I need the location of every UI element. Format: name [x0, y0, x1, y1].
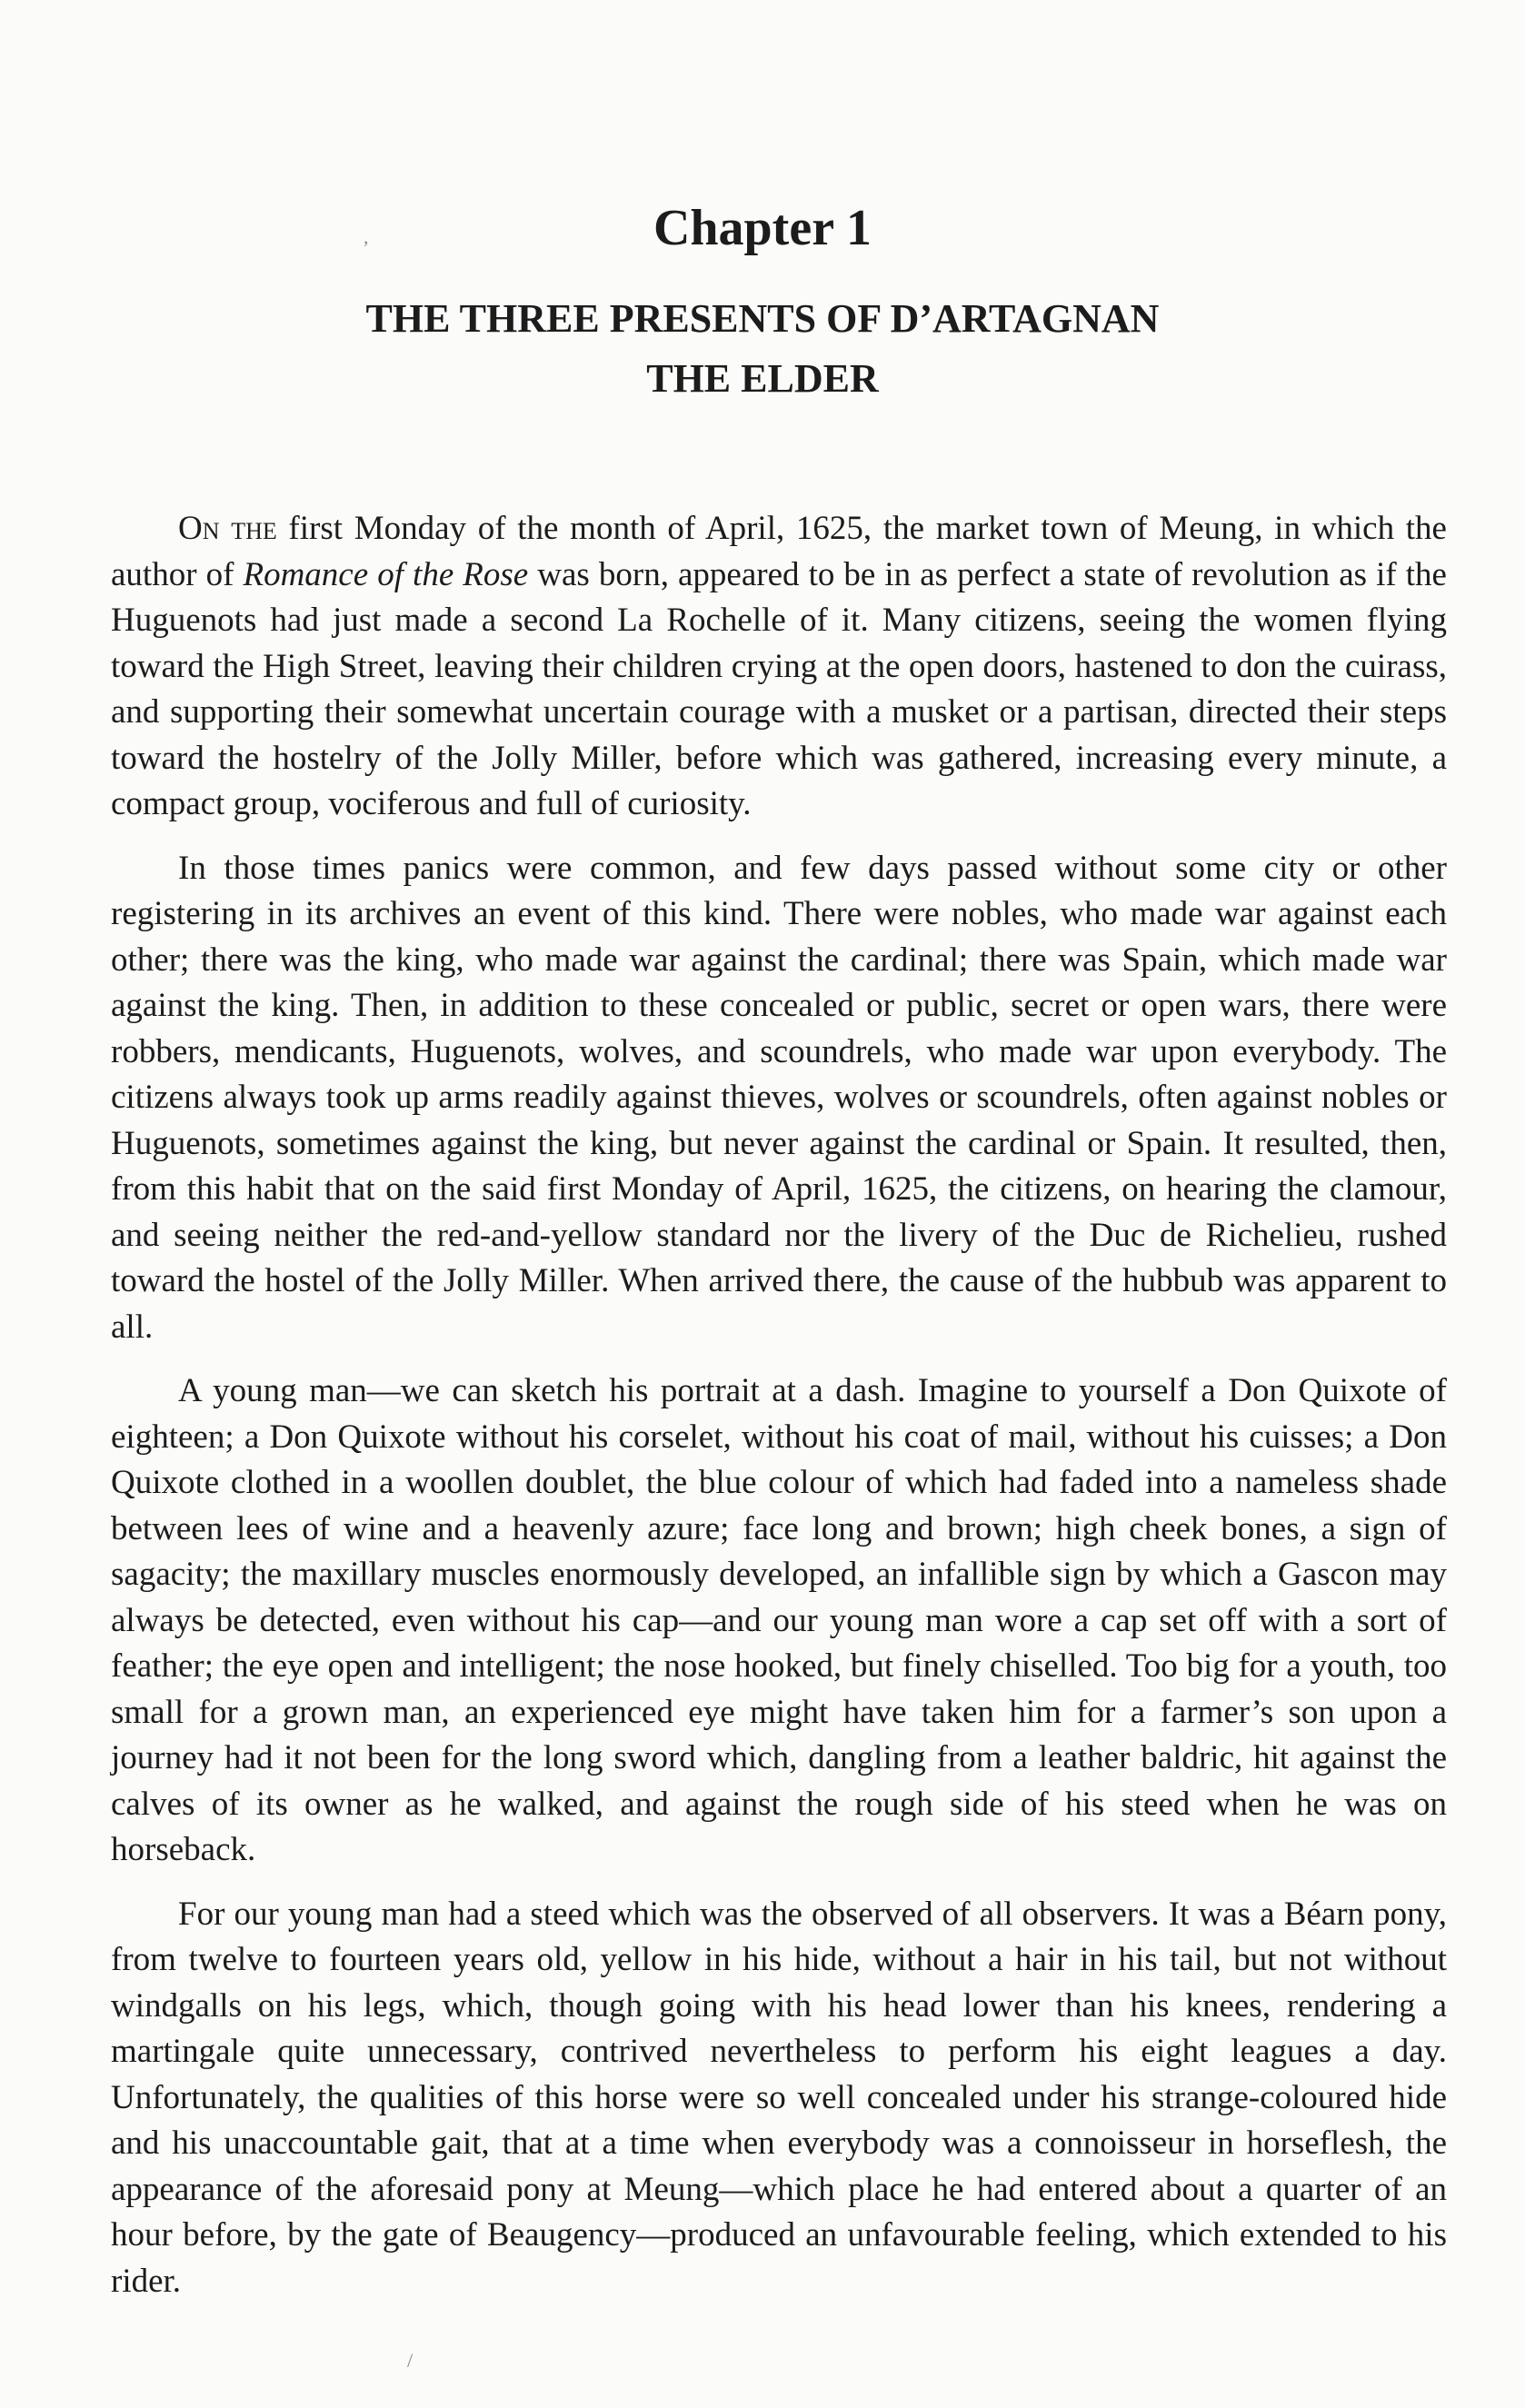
paragraph-lead: On the: [178, 510, 277, 547]
scan-speck: /: [407, 2349, 414, 2372]
paragraph-text: first Monday of the month of April, 1625, the market town of Meung, in which the author of: [111, 510, 1447, 593]
paragraph-2: In those times panics were common, and few days passed without some city or other registering in its archives an event of this kind. There were nobles, who made war against each other; there was the king, who made war against the cardinal; there was Spain, which made war against the king. Then, in addition to these concealed or public, secret or open wars, there were robbers, mendicants, Huguenots, wolves, and scoundrels, who made war upon everybody. The citizens always took up arms readily against thieves, wolves or scoundrels, often against nobles or Huguenots, sometimes against the king, but never against the cardinal or Spain. It resulted, then, from this habit that on the said first Monday of April, 1625, the citizens, on hearing the clamour, and seeing neither the red-and-yellow standard nor the livery of the Duc de Richelieu, rushed toward the hostel of the Jolly Miller. When arrived there, the cause of the hubbub was apparent to all.: [111, 849, 1447, 1346]
scan-speck: ,: [364, 225, 369, 248]
paragraph-3: A young man—we can sketch his portrait at a dash. Imagine to yourself a Don Quixote of eighteen; a Don Quixote without his corselet, without his coat of mail, without his cuisses; a Don Quixote clothed in a woollen doublet, the blue colour of which had faded into a nameless shade between lees of wine and a heavenly azure; face long and brown; high cheek bones, a sign of sagacity; the maxillary muscles enormously developed, an infallible sign by which a Gascon may always be detected, even without his cap—and our young man wore a cap set off with a sort of feather; the eye open and intelligent; the nose hooked, but finely chiselled. Too big for a youth, too small for a grown man, an experienced eye might have taken him for a farmer’s son upon a journey had it not been for the long sword which, dangling from a leather baldric, hit against the calves of its owner as he walked, and against the rough side of his steed when he was on horseback.: [111, 1372, 1447, 1868]
book-title-italic: Romance of the Rose: [243, 555, 529, 593]
paragraph-4: For our young man had a steed which was the observed of all observers. It was a Béarn pony, from twelve to fourteen years old, yellow in his hide, without a hair in his tail, but not without windgalls on his legs, which, though going with his head lower than his knees, rendering a martingale quite unnecessary, contrived nevertheless to perform his eight leagues a day. Unfortunately, the qualities of this horse were so well concealed under his strange-coloured hide and his unaccountable gait, that at a time when everybody was a connoisseur in horseflesh, the appearance of the aforesaid pony at Meung—which place he had entered about a quarter of an hour before, by the gate of Beaugency—produced an unfavourable feeling, which extended to his rider.: [111, 1895, 1447, 2300]
chapter-body: [111, 506, 1447, 2323]
chapter-title: [0, 289, 1525, 409]
paragraph-text: was born, appeared to be in as perfect a state of revolution as if the Huguenots had just made a second La Rochelle of it. Many citizens, seeing the women flying toward the High Street, leaving their children crying at the open doors, hastened to don the cuirass, and supporting their somewhat uncertain courage with a musket or a partisan, directed their steps toward the hostelry of the Jolly Miller, before which was gathered, increasing every minute, a compact group, vociferous and full of curiosity.: [111, 555, 1447, 822]
chapter-number: Chapter 1: [653, 200, 872, 256]
chapter-title-line-1: THE THREE PRESENTS OF D’ARTAGNAN: [365, 296, 1160, 341]
paragraph-1: [111, 506, 1447, 828]
chapter-title-line-2: THE ELDER: [646, 356, 879, 401]
